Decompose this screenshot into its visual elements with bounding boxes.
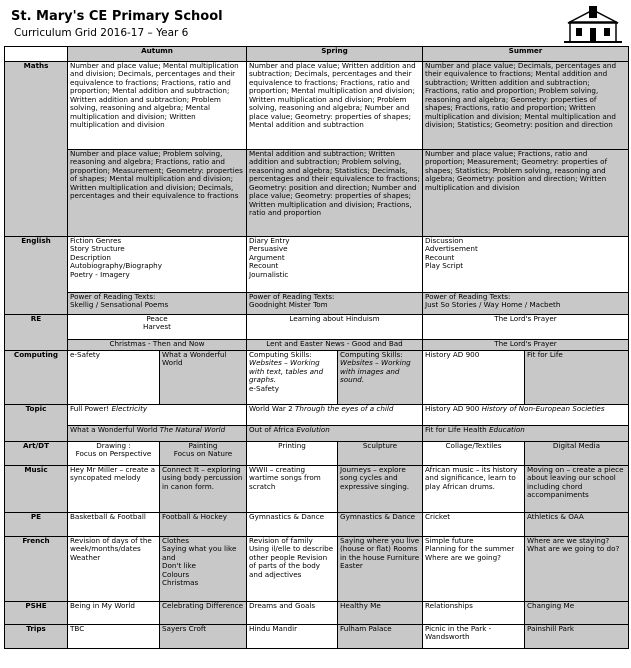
computing-skills-label: Computing Skills: xyxy=(340,350,403,359)
english-summer-item: Play Script xyxy=(425,261,464,271)
re-spring-2: Lent and Easter News - Good and Bad xyxy=(247,340,423,351)
grid-subtitle: Curriculum Grid 2016-17 – Year 6 xyxy=(14,27,189,39)
school-logo-icon xyxy=(562,4,624,44)
pe-spring-1: Gymnastics & Dance xyxy=(247,513,338,537)
computing-skills-text: Websites – Working with text, tables and graphs. xyxy=(249,358,324,385)
english-summer-item: Recount xyxy=(425,252,455,262)
pshe-autumn-2: Celebrating Difference xyxy=(160,602,247,625)
pe-autumn-2: Football & Hockey xyxy=(160,513,247,537)
english-por-autumn xyxy=(68,293,247,315)
french-autumn-1: Revision of days of the week/months/dates Weather xyxy=(68,537,160,602)
subject-trips: Trips xyxy=(5,625,68,649)
computing-spring-2 xyxy=(338,351,423,405)
french-item: Saying what you like and xyxy=(162,544,237,562)
french-item: Clothes xyxy=(162,536,189,545)
por-label: Power of Reading Texts: xyxy=(70,292,156,301)
subject-english: English xyxy=(5,237,68,315)
french-spring-1: Revision of family Using il/elle to describe other people Revision of parts of the body and adjectives xyxy=(247,537,338,602)
grid-corner xyxy=(5,47,68,62)
english-spring xyxy=(247,237,423,293)
subject-art: Art/DT xyxy=(5,442,68,466)
music-spring-1: WWII – creating wartime songs from scratch xyxy=(247,466,338,513)
trips-spring-2: Fulham Palace xyxy=(338,625,423,649)
topic-focus: The Natural World xyxy=(159,425,226,434)
topic-focus: History of Non-European Societies xyxy=(481,404,605,413)
computing-summer-2: Fit for Life xyxy=(525,351,629,405)
topic-autumn-2 xyxy=(68,426,247,442)
subject-computing: Computing xyxy=(5,351,68,405)
pe-autumn-1: Basketball & Football xyxy=(68,513,160,537)
topic-title: World War 2 xyxy=(249,404,293,413)
music-summer-1: African music – its history and significance, learn to play African drums. xyxy=(423,466,525,513)
topic-title: Full Power! xyxy=(70,404,110,413)
art-summer-1: Collage/Textiles xyxy=(423,442,525,466)
english-autumn-item: Fiction Genres xyxy=(70,236,122,245)
topic-focus: Education xyxy=(489,425,525,434)
trips-summer-2: Painshill Park xyxy=(525,625,629,649)
music-autumn-1: Hey Mr Miller – create a syncopated melody xyxy=(68,466,160,513)
por-label: Power of Reading Texts: xyxy=(249,292,335,301)
trips-summer-1: Picnic in the Park - Wandsworth xyxy=(423,625,525,649)
english-spring-item: Recount xyxy=(249,261,279,271)
topic-title: Out of Africa xyxy=(249,425,295,434)
french-autumn-2 xyxy=(160,537,247,602)
art-autumn-2 xyxy=(160,442,247,466)
pe-spring-2: Gymnastics & Dance xyxy=(338,513,423,537)
re-autumn-peace: Peace xyxy=(146,314,168,323)
french-item: Planning for the summer xyxy=(425,544,515,554)
french-item: Don't like xyxy=(162,561,196,571)
french-item: Where are we going? xyxy=(425,552,501,562)
maths-summer-2: Number and place value; Fractions, ratio and proportion; Measurement; Geometry: properties of shapes; Statistics; Problem solving, reasoning and algebra; Geometry: position and direction; Written multiplication and division xyxy=(423,150,629,237)
english-autumn-item: Description xyxy=(70,252,111,262)
pshe-summer-2: Changing Me xyxy=(525,602,629,625)
music-spring-2: Journeys – explore song cycles and expressive singing. xyxy=(338,466,423,513)
computing-autumn-1: e-Safety xyxy=(68,351,160,405)
art-medium: Drawing : xyxy=(96,441,131,450)
art-spring-2: Sculpture xyxy=(338,442,423,466)
trips-autumn-2: Sayers Croft xyxy=(160,625,247,649)
subject-music: Music xyxy=(5,466,68,513)
english-autumn-item: Poetry - Imagery xyxy=(70,269,130,279)
pe-summer-2: Athletics & OAA xyxy=(525,513,629,537)
english-por-spring xyxy=(247,293,423,315)
maths-spring-2: Mental addition and subtraction; Written addition and subtraction; Problem solving, reasoning and algebra; Statistics; Decimals, percentages and their equivalence to fractions; Geometry: position and direction; Number and place value; Geometry: properties of shapes; Written multiplication and division; Fractions, ratio and proportion xyxy=(247,150,423,237)
french-spring-2: Saying where you live (house or flat) Rooms in the house Furniture Easter xyxy=(338,537,423,602)
pshe-summer-1: Relationships xyxy=(423,602,525,625)
pshe-spring-1: Dreams and Goals xyxy=(247,602,338,625)
topic-title: History AD 900 xyxy=(425,404,480,413)
por-text: Goodnight Mister Tom xyxy=(249,300,328,310)
topic-summer-1 xyxy=(423,405,629,426)
pe-summer-1: Cricket xyxy=(423,513,525,537)
subject-french: French xyxy=(5,537,68,602)
maths-autumn-2: Number and place value; Problem solving, reasoning and algebra; Fractions, ratio and proportion; Measurement; Geometry: properties of shapes; Mental multiplication and division; Written multiplication and division; Decimals, percentages and their equivalence to fractions xyxy=(68,150,247,237)
term-spring: Spring xyxy=(247,47,423,62)
term-summer: Summer xyxy=(423,47,629,62)
computing-skills-label: Computing Skills: xyxy=(249,350,312,359)
english-autumn-item: Story Structure xyxy=(70,244,125,254)
english-summer-item: Advertisement xyxy=(425,244,478,254)
english-autumn-item: Autobiography/Biography xyxy=(70,261,162,271)
english-autumn xyxy=(68,237,247,293)
pshe-spring-2: Healthy Me xyxy=(338,602,423,625)
french-item: Christmas xyxy=(162,578,199,588)
english-summer-item: Discussion xyxy=(425,236,464,245)
por-text: Just So Stories / Way Home / Macbeth xyxy=(425,300,561,310)
subject-maths: Maths xyxy=(5,62,68,237)
topic-focus: Through the eyes of a child xyxy=(295,404,394,413)
french-summer-2: Where are we staying? What are we going to do? xyxy=(525,537,629,602)
maths-autumn-1: Number and place value; Mental multiplication and division; Decimals, percentages and their equivalence to fractions; Fractions, ratio and proportion; Mental addition and subtraction; Written addition and subtraction; Problem solving, reasoning and algebra; Mental multiplication and division; Written multiplication and division xyxy=(68,62,247,150)
re-summer-2: The Lord's Prayer xyxy=(423,340,629,351)
computing-autumn-2: What a Wonderful World xyxy=(160,351,247,405)
topic-spring-2 xyxy=(247,426,423,442)
computing-spring-1 xyxy=(247,351,338,405)
re-autumn-harvest: Harvest xyxy=(142,322,171,332)
re-autumn xyxy=(68,315,247,340)
topic-title: Fit for Life Health xyxy=(425,425,487,434)
french-item: Simple future xyxy=(425,536,474,545)
computing-esafety: e-Safety xyxy=(249,383,280,393)
re-autumn-2: Christmas - Then and Now xyxy=(68,340,247,351)
french-item: Colours xyxy=(162,569,190,579)
re-spring: Learning about Hinduism xyxy=(247,315,423,340)
english-spring-item: Diary Entry xyxy=(249,236,290,245)
english-spring-item: Argument xyxy=(249,252,285,262)
topic-focus: Electricity xyxy=(111,404,148,413)
por-text: Skellig / Sensational Poems xyxy=(70,300,169,310)
music-summer-2: Moving on – create a piece about leaving our school including chord accompaniments xyxy=(525,466,629,513)
subject-pshe: PSHE xyxy=(5,602,68,625)
art-summer-2: Digital Media xyxy=(525,442,629,466)
topic-focus: Evolution xyxy=(296,425,330,434)
school-title: St. Mary's CE Primary School xyxy=(11,9,223,24)
term-autumn: Autumn xyxy=(68,47,247,62)
english-por-summer xyxy=(423,293,629,315)
subject-pe: PE xyxy=(5,513,68,537)
computing-skills-text: Websites – Working with images and sound. xyxy=(340,358,411,385)
pshe-autumn-1: Being in My World xyxy=(68,602,160,625)
art-focus: Focus on Nature xyxy=(173,449,233,459)
english-spring-item: Journalistic xyxy=(249,269,289,279)
maths-spring-1: Number and place value; Written addition and subtraction; Decimals, percentages and their equivalence to fractions; Fractions, ratio and proportion; Mental multiplication and division; Written multiplication and division; Problem solving, reasoning and algebra; Number and place value; Geometry: properties of shapes; Mental addition and subtraction xyxy=(247,62,423,150)
maths-summer-1: Number and place value; Decimals, percentages and their equivalence to fractions; Mental addition and subtraction; Written addition and subtraction; Fractions, ratio and proportion; Problem solving, reasoning and algebra; Geometry: properties of shapes; Fractions, ratio and proportion; Written multiplication and division; Mental multiplication and division; Statistics; Geometry: position and direction xyxy=(423,62,629,150)
french-summer-1 xyxy=(423,537,525,602)
topic-autumn-1 xyxy=(68,405,247,426)
subject-topic: Topic xyxy=(5,405,68,442)
computing-summer-1: History AD 900 xyxy=(423,351,525,405)
trips-autumn-1: TBC xyxy=(68,625,160,649)
art-focus: Focus on Perspective xyxy=(75,449,152,459)
art-spring-1: Printing xyxy=(247,442,338,466)
topic-title: What a Wonderful World xyxy=(70,425,158,434)
por-label: Power of Reading Texts: xyxy=(425,292,511,301)
english-spring-item: Persuasive xyxy=(249,244,288,254)
curriculum-grid xyxy=(4,46,629,649)
english-summer xyxy=(423,237,629,293)
trips-spring-1: Hindu Mandir xyxy=(247,625,338,649)
topic-spring-1 xyxy=(247,405,423,426)
art-autumn-1 xyxy=(68,442,160,466)
art-medium: Painting xyxy=(188,441,218,450)
re-summer: The Lord's Prayer xyxy=(423,315,629,340)
subject-re: RE xyxy=(5,315,68,351)
music-autumn-2: Connect It – exploring using body percussion in canon form. xyxy=(160,466,247,513)
topic-summer-2 xyxy=(423,426,629,442)
